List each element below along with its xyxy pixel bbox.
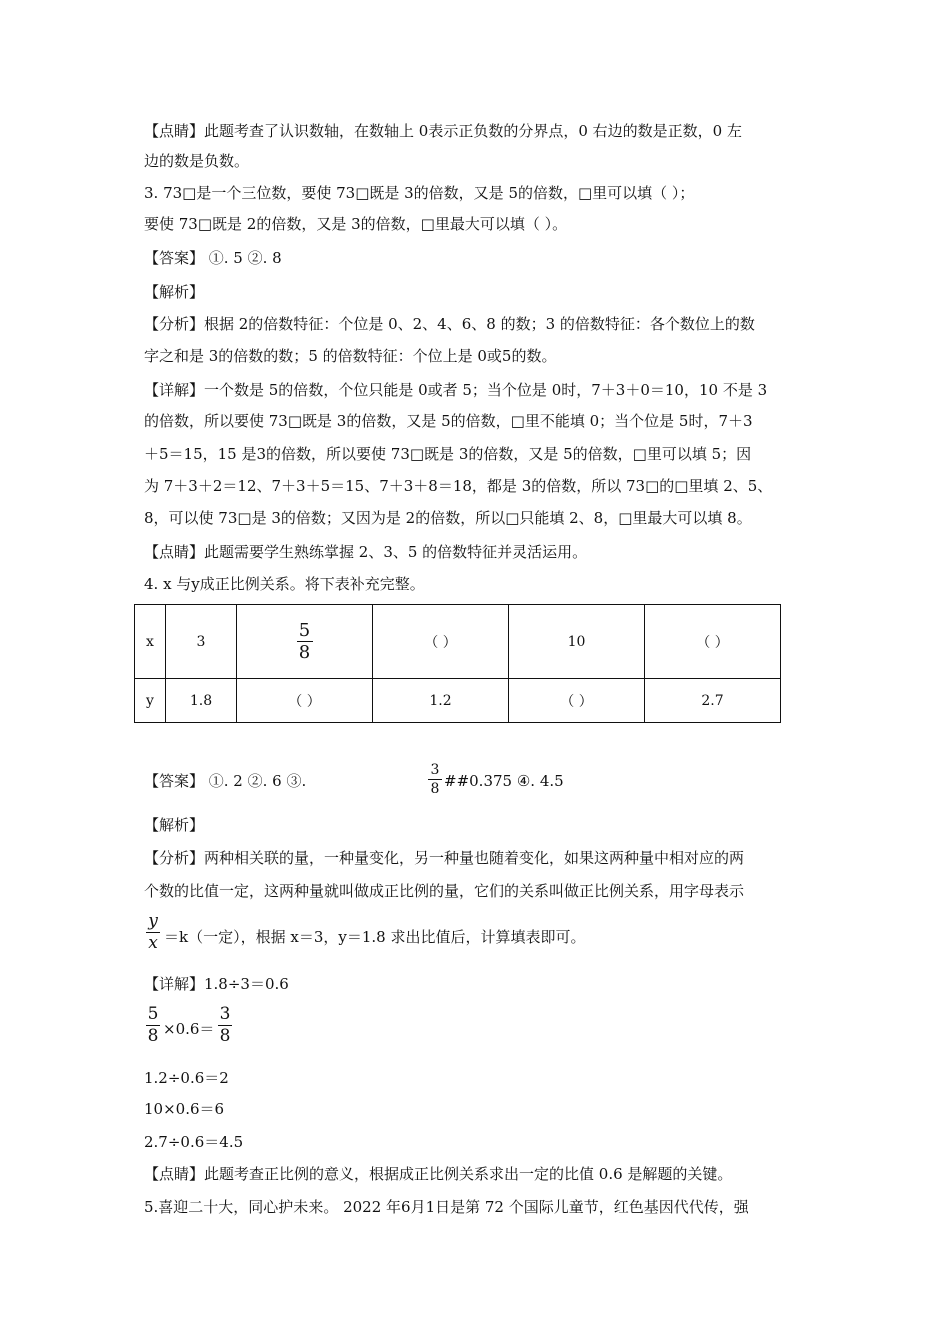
fraction (297, 621, 313, 662)
fraction-numerator: 5 (147, 1004, 159, 1024)
table-row-x (135, 605, 781, 679)
calc-fraction-left (146, 1005, 160, 1046)
q3-jiexi-heading: 【解析】 (144, 283, 205, 301)
q4-answer-prefix: 【答案】 ①. 2 ②. 6 ③. (144, 772, 307, 790)
dianjing-line-cont: 边的数是负数。 (144, 152, 250, 170)
fraction-denominator: 8 (298, 642, 311, 663)
answer-fraction (428, 762, 442, 797)
q4-answer-suffix: ##0.375 ④. 4.5 (444, 772, 564, 790)
table-cell: 3 (166, 605, 237, 679)
q3-question-line2: 要使 73□既是 2的倍数，又是 3的倍数，□里最大可以填（ ）。 (144, 215, 568, 233)
fraction-bar (428, 779, 442, 780)
table-cell-label: x (135, 605, 166, 679)
table-cell-label: y (135, 679, 166, 723)
q4-dianjing: 【点睛】此题考查正比例的意义，根据成正比例关系求出一定的比值 0.6 是解题的关键。 (144, 1165, 733, 1183)
fraction-numerator: y (148, 911, 158, 931)
calc-line: 1.2÷0.6＝2 (144, 1069, 229, 1087)
table-cell: 1.8 (166, 679, 237, 723)
dianjing-line: 【点睛】此题考查了认识数轴，在数轴上 0表示正负数的分界点，0 右边的数是正数，0 左 (144, 122, 742, 140)
fraction-numerator: 5 (298, 620, 311, 641)
table-cell-fraction (237, 605, 373, 679)
q5-question-line1: 5.喜迎二十大，同心护未来。 2022 年6月1日是第 72 个国际儿童节，红色基因代代传，强 (144, 1198, 749, 1216)
q4-jiexi-heading: 【解析】 (144, 816, 205, 834)
fraction-numerator: 3 (219, 1004, 231, 1024)
table-cell: 10 (509, 605, 645, 679)
table-cell-blank: （ ） (373, 605, 509, 679)
q3-dianjing: 【点睛】此题需要学生熟练掌握 2、3、5 的倍数特征并灵活运用。 (144, 543, 588, 561)
table-cell-blank: （ ） (509, 679, 645, 723)
table-cell-blank: （ ） (645, 605, 781, 679)
fraction-denominator: 8 (147, 1026, 159, 1046)
q4-fenxi-line2: 个数的比值一定，这两种量就叫做成正比例的量，它们的关系叫做正比例关系，用字母表示 (144, 882, 745, 900)
table-row-y (135, 679, 781, 723)
formula-fraction (146, 912, 160, 953)
proportion-table (134, 604, 781, 723)
calc-fraction-result (218, 1005, 232, 1046)
table-cell-blank: （ ） (237, 679, 373, 723)
q4-fenxi-line1: 【分析】两种相关联的量，一种量变化，另一种量也随着变化，如果这两种量中相对应的两 (144, 849, 745, 867)
q3-xiangjie-line2: 的倍数，所以要使 73□既是 3的倍数，又是 5的倍数，□里不能填 0；当个位是 5时，7＋3 (144, 412, 753, 430)
q3-xiangjie-line4: 为 7＋3＋2＝12、7＋3＋5＝15、7＋3＋8＝18，都是 3的倍数，所以 73□的□里填 2、5、 (144, 477, 773, 495)
table-cell: 1.2 (373, 679, 509, 723)
calc-line: 10×0.6＝6 (144, 1100, 225, 1118)
calc-expression: ×0.6＝ (163, 1020, 215, 1038)
q3-question-line1: 3. 73□是一个三位数，要使 73□既是 3的倍数，又是 5的倍数，□里可以填（ ）； (144, 184, 695, 202)
q4-question: 4. x 与y成正比例关系。将下表补充完整。 (144, 575, 425, 593)
table-cell: 2.7 (645, 679, 781, 723)
fraction-denominator: 8 (430, 781, 440, 797)
q3-fenxi-line1: 【分析】根据 2的倍数特征：个位是 0、2、4、6、8 的数；3 的倍数特征：各个数位上的数 (144, 315, 755, 333)
q3-answer: 【答案】 ①. 5 ②. 8 (144, 249, 282, 267)
calc-line: 2.7÷0.6＝4.5 (144, 1133, 244, 1151)
q4-xiangjie-line1: 【详解】1.8÷3＝0.6 (144, 975, 289, 993)
q3-xiangjie-line3: ＋5＝15，15 是3的倍数，所以要使 73□既是 3的倍数，又是 5的倍数，□里可以填 5；因 (144, 445, 752, 463)
q3-xiangjie-line1: 【详解】一个数是 5的倍数，个位只能是 0或者 5；当个位是 0时，7＋3＋0＝10，10 不是 3 (144, 381, 768, 399)
fraction-numerator: 3 (430, 762, 440, 778)
q3-fenxi-line2: 字之和是 3的倍数的数；5 的倍数特征：个位上是 0或5的数。 (144, 347, 557, 365)
fraction-denominator: 8 (219, 1026, 231, 1046)
fraction-denominator: x (148, 933, 158, 953)
q4-fenxi-line3: ＝k（一定），根据 x＝3，y＝1.8 求出比值后，计算填表即可。 (164, 928, 586, 946)
q3-xiangjie-line5: 8，可以使 73□是 3的倍数；又因为是 2的倍数，所以□只能填 2、8，□里最大可以填 8。 (144, 509, 752, 527)
